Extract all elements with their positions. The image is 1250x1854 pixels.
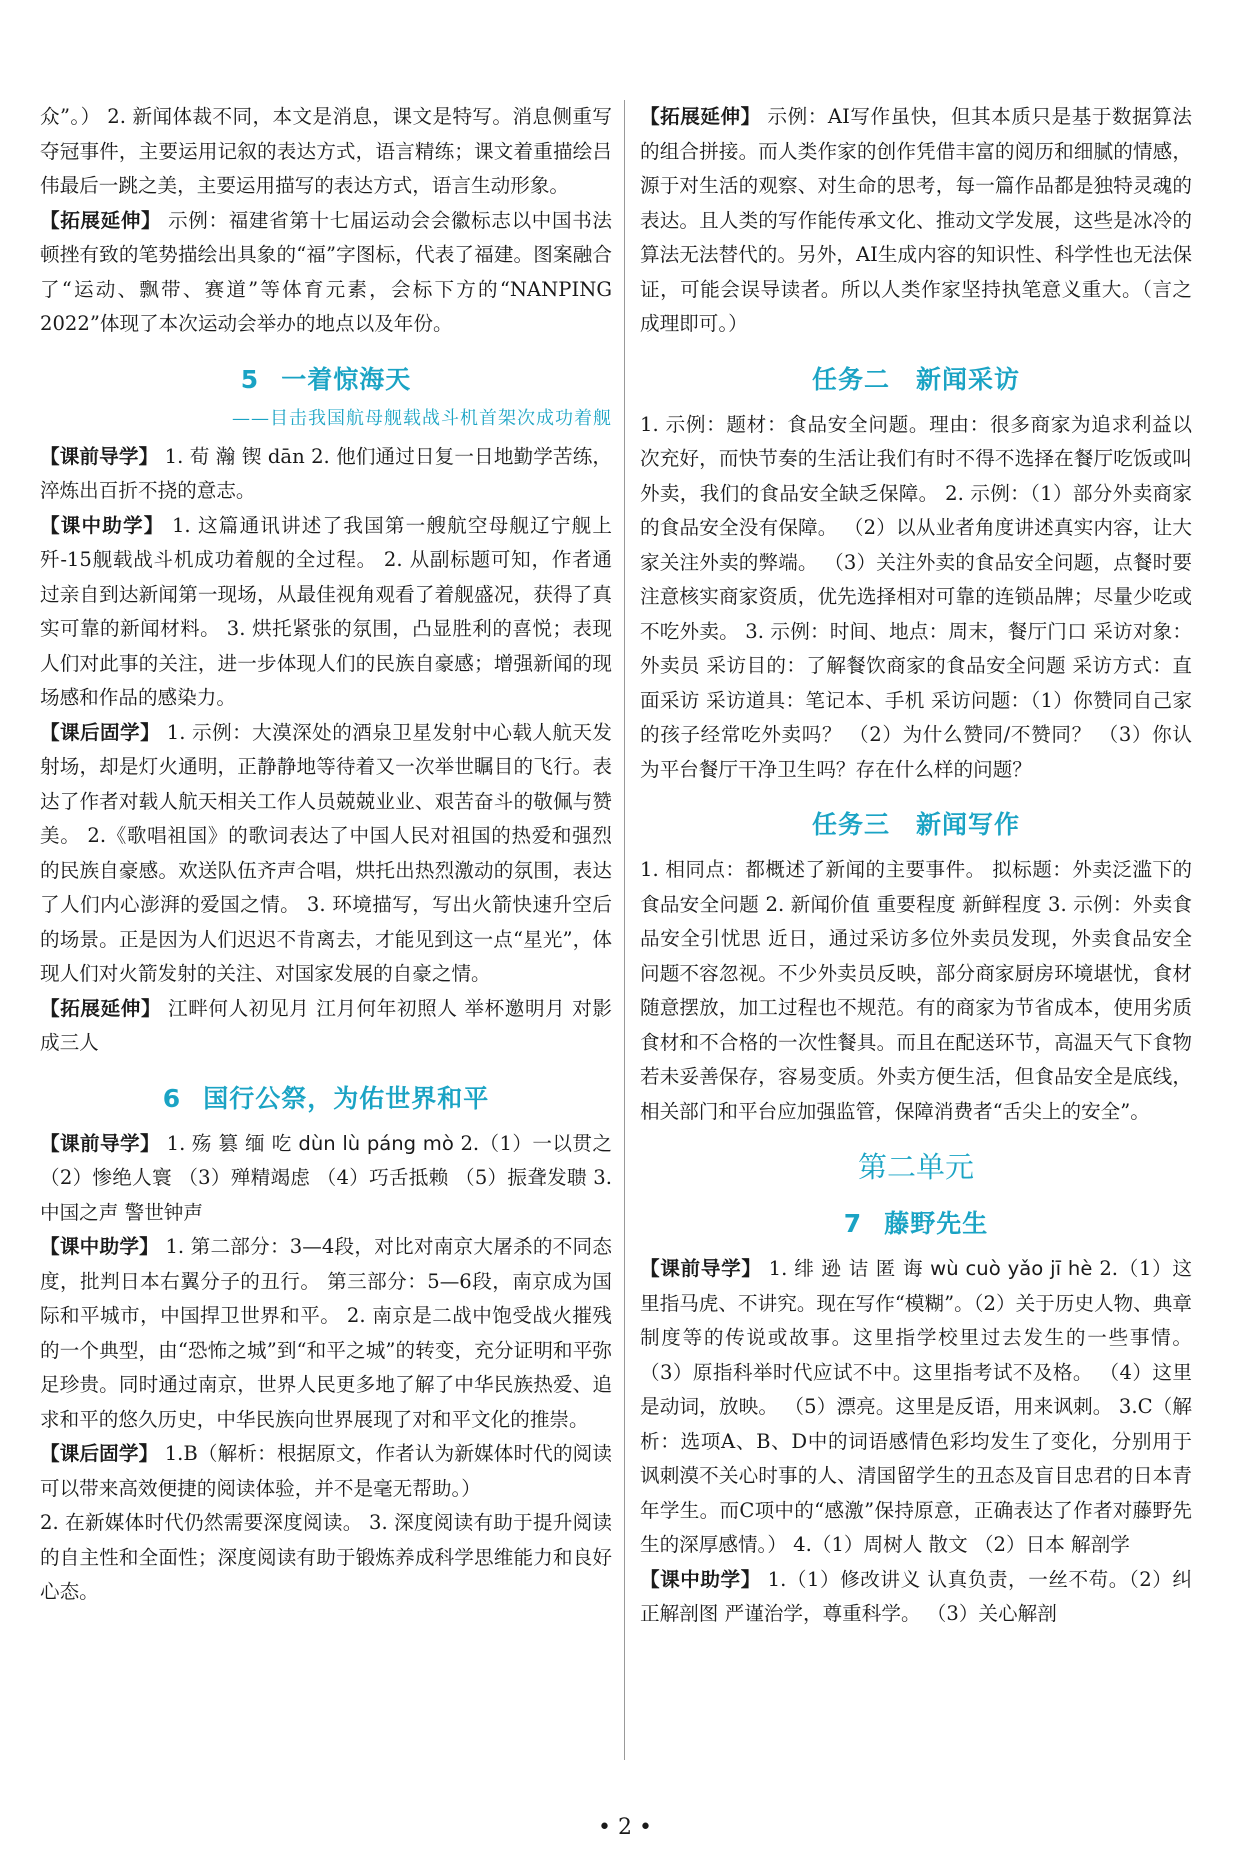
section-tag: 【课前导学】 <box>40 1131 160 1155</box>
paragraph-l6-after-2: 2. 在新媒体时代仍然需要深度阅读。 3. 深度阅读有助于提升阅读的自主性和全面性；深度阅读有助于锻炼养成科学思维能力和良好心态。 <box>40 1511 612 1603</box>
paragraph-l5-inclass <box>40 509 612 716</box>
paragraph-l6-after <box>40 1437 612 1506</box>
paragraph-text: 1. 第二部分：3—4段，对比对南京大屠杀的不同态度，批判日本右翼分子的丑行。 第三部分：5—6段，南京成为国际和平城市，中国捍卫世界和平。 2. 南京是二战中饱受战火摧残的一个典型，由“恐怖之城”到“和平之城”的转变，充分证明和平弥足珍贵。同时通过南京，世界人民更多地了解了中华民族热爱、追求和平的悠久历史，中华民族向世界展现了对和平文化的推崇。 <box>40 1235 612 1431</box>
paragraph-text: 1.B（解析：根据原文，作者认为新媒体时代的阅读可以带来高效便捷的阅读体验，并不是毫无帮助。） <box>40 1442 612 1500</box>
paragraph-task-2: 1. 示例：题材：食品安全问题。理由：很多商家为追求利益以次充好，而快节奏的生活让我们有时不得不选择在餐厅吃饭或叫外卖，我们的食品安全缺乏保障。 2. 示例：（1）部分外卖商家的食品安全没有保障。 （2）以从业者角度讲述真实内容，让大家关注外卖的弊端。 （3）关注外卖的食品安全问题，点餐时要注意核实商家资质，优先选择相对可靠的连锁品牌；尽量少吃或不吃外卖。 3. 示例：时间、地点：周末，餐厅门口 采访对象：外卖员 采访目的：了解餐饮商家的食品安全问题 采访方式：直面采访 采访道具：笔记本、手机 采访问题：（1）你赞同自己家的孩子经常吃外卖吗？ （2）为什么赞同/不赞同？ （3）你认为平台餐厅干净卫生吗？存在什么样的问题？ <box>640 412 1192 781</box>
task-3-heading: 任务三 新闻写作 <box>811 810 1020 839</box>
paragraph-text: 示例：福建省第十七届运动会会徽标志以中国书法顿挫有致的笔势描绘出具象的“福”字图标，代表了福建。图案融合了“运动、飘带、赛道”等体育元素，会标下方的“NANPING 2022”体现了本次运动会举办的地点以及年份。 <box>40 208 613 335</box>
section-tag: 【拓展延伸】 <box>40 208 162 232</box>
paragraph-text: 示例：AI写作虽快，但其本质只是基于数据算法的组合拼接。而人类作家的创作凭借丰富的阅历和细腻的情感，源于对生活的观察、对生命的思考，每一篇作品都是独特灵魂的表达。且人类的写作能传承文化、推动文学发展，这些是冰冷的算法无法替代的。另外，AI生成内容的知识性、科学性也无法保证，可能会误导读者。所以人类作家坚持执笔意义重大。（言之成理即可。） <box>640 105 1193 335</box>
lesson-title: 国行公祭，为佑世界和平 <box>203 1083 490 1113</box>
pinyin-text: wù cuò yǎo jī hè <box>930 1257 1093 1280</box>
section-tag: 【课后固学】 <box>40 1442 159 1465</box>
task-2-heading: 任务二 新闻采访 <box>811 364 1020 394</box>
paragraph-l6-preview <box>40 1127 612 1231</box>
paragraph-news-genre: 众”。） 2. 新闻体裁不同，本文是消息，课文是特写。消息侧重写夺冠事件，主要运用记叙的表达方式，语言精练；课文着重描绘吕伟最后一跳之美，主要运用描写的表达方式，语言生动形象。 <box>40 105 612 197</box>
lesson-7-heading <box>640 1204 1192 1240</box>
paragraph-text: 江畔何人初见月 江月何年初照人 举杯邀明月 对影成三人 <box>40 996 612 1054</box>
paragraph-l5-extension <box>40 992 612 1061</box>
lesson-title: 一着惊海天 <box>281 364 412 394</box>
lesson-6-heading <box>40 1079 612 1115</box>
lesson-number: 6 <box>162 1083 182 1113</box>
lesson-number: 5 <box>240 364 260 394</box>
paragraph-extension-emblem <box>40 204 612 342</box>
paragraph-text: 2.（1）一以贯之 （2）惨绝人寰 （3）殚精竭虑 （4）巧舌抵赖 （5）振聋发聩 3. 中国之声 警世钟声 <box>40 1131 612 1224</box>
column-divider <box>624 100 625 1760</box>
section-tag: 【课前导学】 <box>640 1257 762 1280</box>
page-number: • 2 • <box>598 1815 652 1840</box>
lesson-5-subtitle: ——目击我国航母舰载战斗机首架次成功着舰 <box>232 407 612 429</box>
paragraph-text: 1.（1）修改讲义 认真负责，一丝不苟。（2）纠正解剖图 严谨治学，尊重科学。 （3）关心解剖 <box>640 1567 1192 1625</box>
section-tag: 【课后固学】 <box>40 720 161 744</box>
paragraph-text: 1. 这篇通讯讲述了我国第一艘航空母舰辽宁舰上歼-15舰载战斗机成功着舰的全过程。 2. 从副标题可知，作者通过亲自到达新闻第一现场，从最佳视角观看了着舰盛况，获得了真实可靠的新闻材料。 3. 烘托紧张的氛围，凸显胜利的喜悦；表现人们对此事的关注，进一步体现人们的民族自豪感；增强新闻的现场感和作品的感染力。 <box>40 513 612 709</box>
lesson-5-heading <box>40 360 612 396</box>
paragraph-l6-inclass <box>40 1230 612 1437</box>
paragraph-l5-after <box>40 716 612 992</box>
section-tag: 【课中助学】 <box>40 513 165 537</box>
paragraph-text: 1. 荀 瀚 锲 dān 2. 他们通过日复一日地勤学苦练，淬炼出百折不挠的意志。 <box>40 444 612 502</box>
paragraph-task-3: 1. 相同点：都概述了新闻的主要事件。 拟标题：外卖泛滥下的食品安全问题 2. 新闻价值 重要程度 新鲜程度 3. 示例：外卖食品安全引忧思 近日，通过采访多位外卖员发现，外卖食品安全问题不容忽视。不少外卖员反映，部分商家厨房环境堪忧，食材随意摆放，加工过程也不规范。有的商家为节省成本，使用劣质食材和不合格的一次性餐具。而且在配送环节，高温天气下食物若未妥善保存，容易变质。外卖方便生活，但食品安全是底线，相关部门和平台应加强监管，保障消费者“舌尖上的安全”。 <box>640 858 1192 1123</box>
section-tag: 【拓展延伸】 <box>40 996 162 1020</box>
section-tag: 【拓展延伸】 <box>640 105 761 128</box>
section-tag: 【课前导学】 <box>40 444 159 468</box>
section-tag: 【课中助学】 <box>640 1567 761 1591</box>
lesson-number: 7 <box>843 1209 863 1238</box>
paragraph-l7-preview <box>640 1252 1192 1563</box>
unit-2-heading: 第二单元 <box>857 1150 974 1184</box>
paragraph-l7-inclass <box>640 1563 1192 1632</box>
paragraph-text: 1. 绯 逊 诘 匿 诲 <box>761 1257 931 1280</box>
left-column <box>40 100 612 1610</box>
section-tag: 【课中助学】 <box>40 1235 159 1258</box>
paragraph-text: 1. 殇 篡 缅 吃 <box>159 1131 299 1155</box>
paragraph-text: 1. 示例：大漠深处的酒泉卫星发射中心载人航天发射场，却是灯火通明，正静静地等待着又一次举世瞩目的飞行。表达了作者对载人航天相关工作人员兢兢业业、艰苦奋斗的敬佩与赞美。 2.《歌唱祖国》的歌词表达了中国人民对祖国的热爱和强烈的民族自豪感。欢送队伍齐声合唱，烘托出热烈激动的氛围，表达了人们内心澎湃的爱国之情。 3. 环境描写，写出火箭快速升空后的场景。正是因为人们迟迟不肯离去，才能见到这一点“星光”，体现人们对火箭发射的关注、对国家发展的自豪之情。 <box>40 720 612 985</box>
pinyin-text: dùn lù páng mò <box>298 1131 454 1155</box>
paragraph-ai-writing <box>640 100 1192 342</box>
lesson-title: 藤野先生 <box>884 1209 989 1238</box>
paragraph-l5-preview <box>40 440 612 509</box>
right-column <box>640 100 1192 1632</box>
paragraph-text: 2.（1）这里指马虎、不讲究。现在写作“模糊”。（2）关于历史人物、典章制度等的传说或故事。这里指学校里过去发生的一些事情。 （3）原指科举时代应试不中。这里指考试不及格。 （4）这里是动词，放映。 （5）漂亮。这里是反语，用来讽刺。 3.C（解析：选项A、B、D中的词语感情色彩均发生了变化，分别用于讽刺漠不关心时事的人、清国留学生的丑态及盲目忠君的日本青年学生。而C项中的“感激”保持原意，正确表达了作者对藤野先生的深厚感情。） 4.（1）周树人 散文 （2）日本 解剖学 <box>640 1257 1193 1556</box>
